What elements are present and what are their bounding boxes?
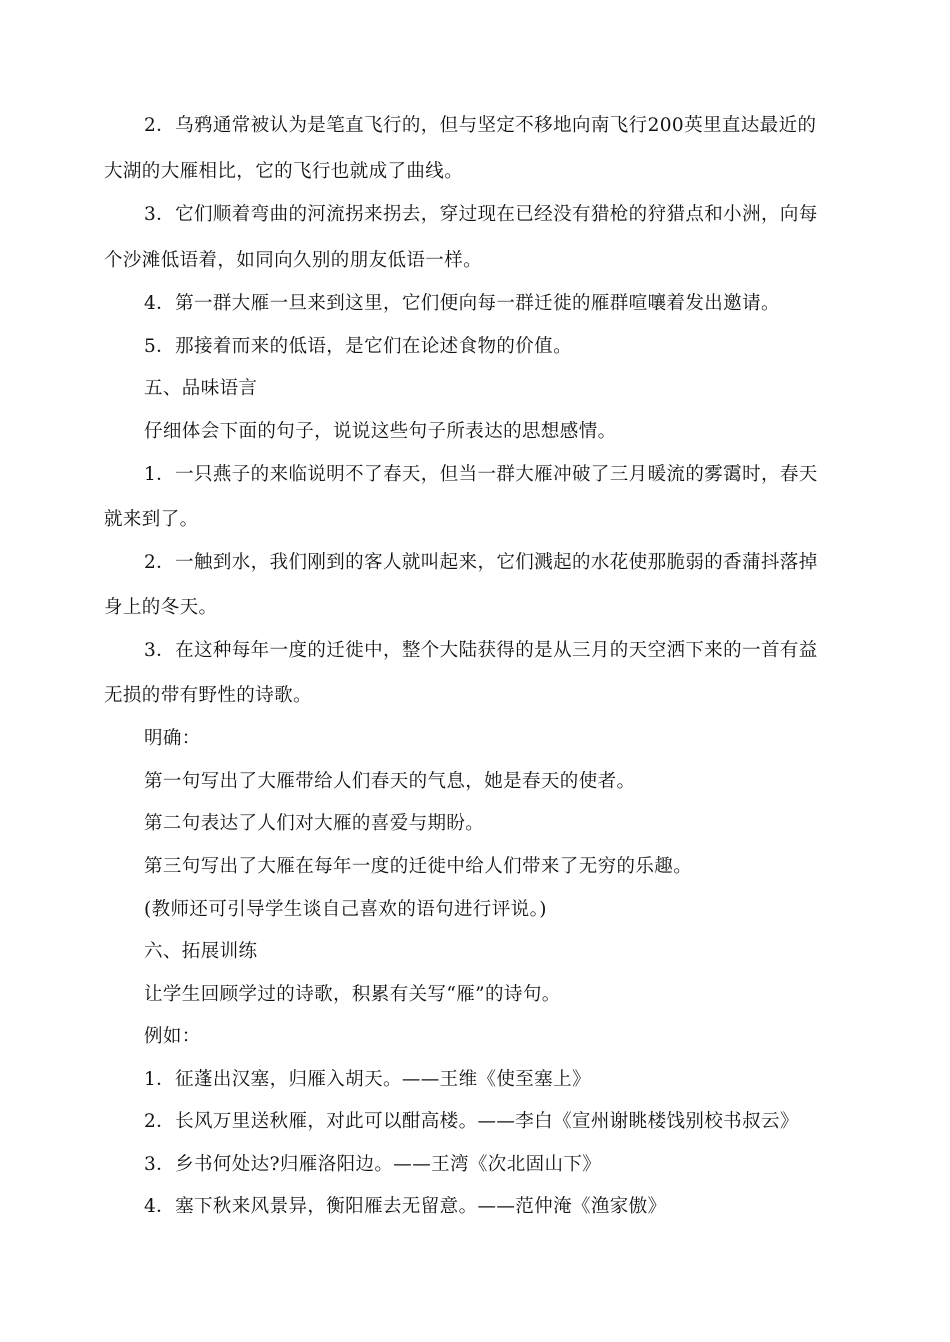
paragraph-line: 3．它们顺着弯曲的河流拐来拐去，穿过现在已经没有猎枪的狩猎点和小洲，向每 [144,204,818,225]
paragraph-line: 就来到了。 [104,509,199,530]
paragraph-line: 仔细体会下面的句子，说说这些句子所表达的思想感情。 [144,421,617,442]
paragraph-line: 身上的冬天。 [104,597,218,618]
paragraph-line: 第一句写出了大雁带给人们春天的气息，她是春天的使者。 [144,771,636,792]
list-item: 4．塞下秋来风景异，衡阳雁去无留意。——范仲淹《渔家傲》 [144,1196,667,1217]
paragraph-line: 无损的带有野性的诗歌。 [104,685,312,706]
paragraph-line: 1．一只燕子的来临说明不了春天，但当一群大雁冲破了三月暖流的雾霭时，春天 [144,464,818,485]
paragraph-line: 3．在这种每年一度的迁徙中，整个大陆获得的是从三月的天空洒下来的一首有益 [144,640,818,661]
paragraph-line: (教师还可引导学生谈自己喜欢的语句进行评说。) [144,899,547,920]
paragraph-line: 2．一触到水，我们刚到的客人就叫起来，它们溅起的水花使那脆弱的香蒲抖落掉 [144,552,818,573]
paragraph-line: 第二句表达了人们对大雁的喜爱与期盼。 [144,813,485,834]
paragraph-line: 2．乌鸦通常被认为是笔直飞行的，但与坚定不移地向南飞行200英里直达最近的 [144,115,817,136]
section-heading: 六、拓展训练 [144,941,258,962]
list-item: 1．征蓬出汉塞，归雁入胡天。——王维《使至塞上》 [144,1069,591,1090]
paragraph-line: 第三句写出了大雁在每年一度的迁徙中给人们带来了无穷的乐趣。 [144,856,693,877]
paragraph-line: 个沙滩低语着，如同向久别的朋友低语一样。 [104,250,483,271]
section-heading: 五、品味语言 [144,378,258,399]
paragraph-line: 让学生回顾学过的诗歌，积累有关写“雁”的诗句。 [144,984,561,1005]
paragraph-line: 5．那接着而来的低语，是它们在论述食物的价值。 [144,336,572,357]
paragraph-line: 例如： [144,1026,201,1047]
paragraph-line: 大湖的大雁相比，它的飞行也就成了曲线。 [104,161,464,182]
list-item: 2．长风万里送秋雁，对此可以酣高楼。——李白《宣州谢眺楼饯别校书叔云》 [144,1111,799,1132]
paragraph-line: 明确： [144,728,201,749]
paragraph-line: 4．第一群大雁一旦来到这里，它们便向每一群迁徙的雁群喧嚷着发出邀请。 [144,293,780,314]
list-item: 3．乡书何处达?归雁洛阳边。——王湾《次北固山下》 [144,1154,602,1175]
